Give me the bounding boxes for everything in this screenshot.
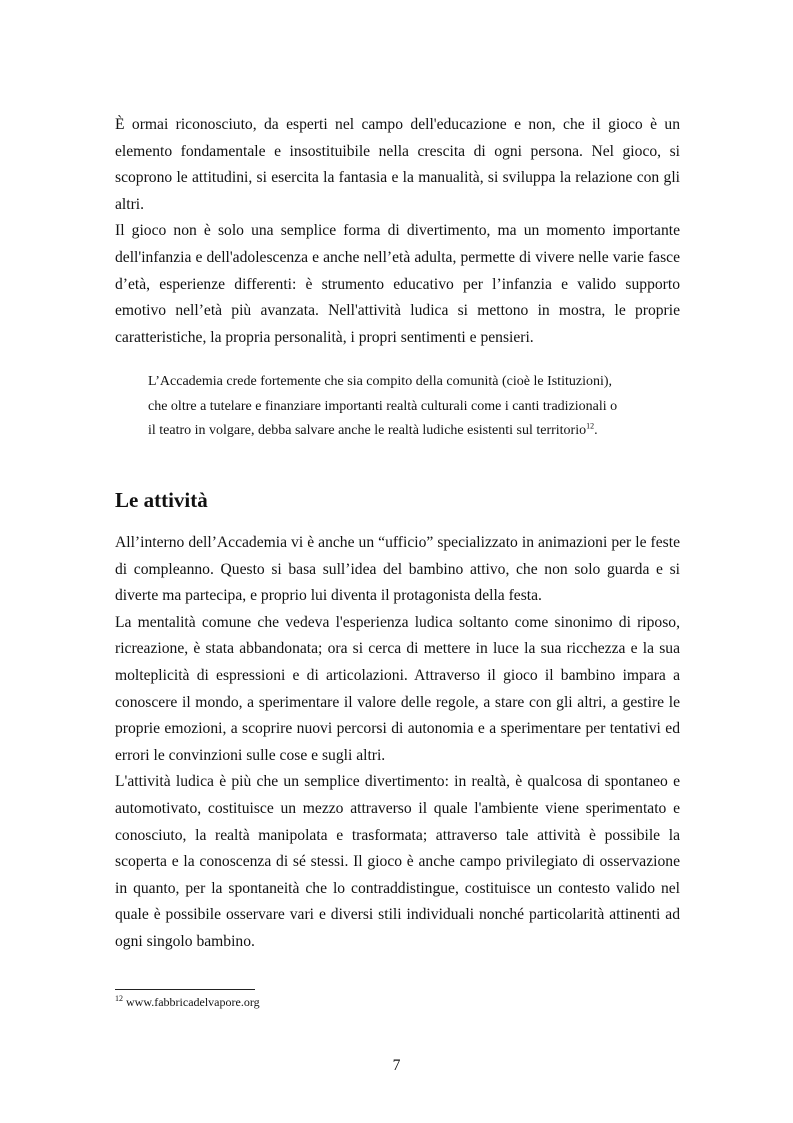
intro-text-block	[115, 112, 680, 351]
footnote-number: 12	[115, 994, 123, 1003]
quote-line-2: che oltre a tutelare e finanziare importanti realtà culturali come i canti tradizionali o	[148, 398, 618, 414]
section-text-block	[115, 530, 680, 956]
section-heading: Le attività	[115, 488, 208, 512]
footnote-reference[interactable]: 12	[586, 421, 595, 431]
section-paragraph-1: All’interno dell’Accademia vi è anche un “ufficio” specializzato in animazioni per le feste di compleanno. Questo si basa sull’idea del bambino attivo, che non solo guarda e si diverte ma partecipa, e proprio lui diventa il protagonista della festa.	[115, 534, 680, 605]
quote-line-3-text: il teatro in volgare, debba salvare anche le realtà ludiche esistenti sul territorio	[148, 423, 587, 438]
section-paragraph-3: L'attività ludica è più che un semplice divertimento: in realtà, è qualcosa di spontaneo e automotivato, costituisce un mezzo attraverso il quale l'ambiente viene sperimentato e conosciuto, la realtà manipolata e trasformata; attraverso tale attività è possibile la scoperta e la conoscenza di sé stessi. Il gioco è anche campo privilegiato di osservazione in quanto, per la spontaneità che lo contraddistingue, costituisce un contesto valido nel quale è possibile osservare vari e diversi stili individuali nonché particolarità attinenti ad ogni singolo bambino.	[115, 773, 680, 950]
footnote	[115, 995, 260, 1009]
intro-paragraph-2: Il gioco non è solo una semplice forma di divertimento, ma un momento importante dell'infanzia e dell'adolescenza e anche nell’età adulta, permette di vivere nelle varie fasce d’età, esperienze differenti: è strumento educativo per l’infanzia e valido supporto emotivo nell’età più avanzata. Nell'attività ludica si mettono in mostra, le proprie caratteristiche, la propria personalità, i propri sentimenti e pensieri.	[115, 222, 680, 346]
section-paragraph-2: La mentalità comune che vedeva l'esperienza ludica soltanto come sinonimo di riposo, ricreazione, è stata abbandonata; ora si cerca di mettere in luce la sua ricchezza e la sua molteplicità di espressioni e di articolazioni. Attraverso il gioco il bambino impara a conoscere il mondo, a sperimentare il valore delle regole, a stare con gli altri, a gestire le proprie emozioni, a scoprire nuovi percorsi di autonomia e a sperimentare per tentativi ed errori le convinzioni sulle cose e sugli altri.	[115, 613, 680, 764]
page-number: 7	[392, 1057, 401, 1074]
quote-line-3	[148, 419, 668, 444]
quote-line-1: L’Accademia crede fortemente che sia compito della comunità (cioè le Istituzioni),	[148, 374, 613, 389]
intro-paragraph-1: È ormai riconosciuto, da esperti nel campo dell'educazione e non, che il gioco è un elemento fondamentale e insostituibile nella crescita di ogni persona. Nel gioco, si scoprono le attitudini, si esercita la fantasia e la manualità, si sviluppa la relazione con gli altri.	[115, 116, 680, 213]
quote-end-punctuation: .	[594, 423, 598, 438]
footnote-url[interactable]: www.fabbricadelvapore.org	[126, 995, 260, 1009]
footnote-divider	[115, 989, 255, 990]
block-quote	[148, 370, 668, 444]
